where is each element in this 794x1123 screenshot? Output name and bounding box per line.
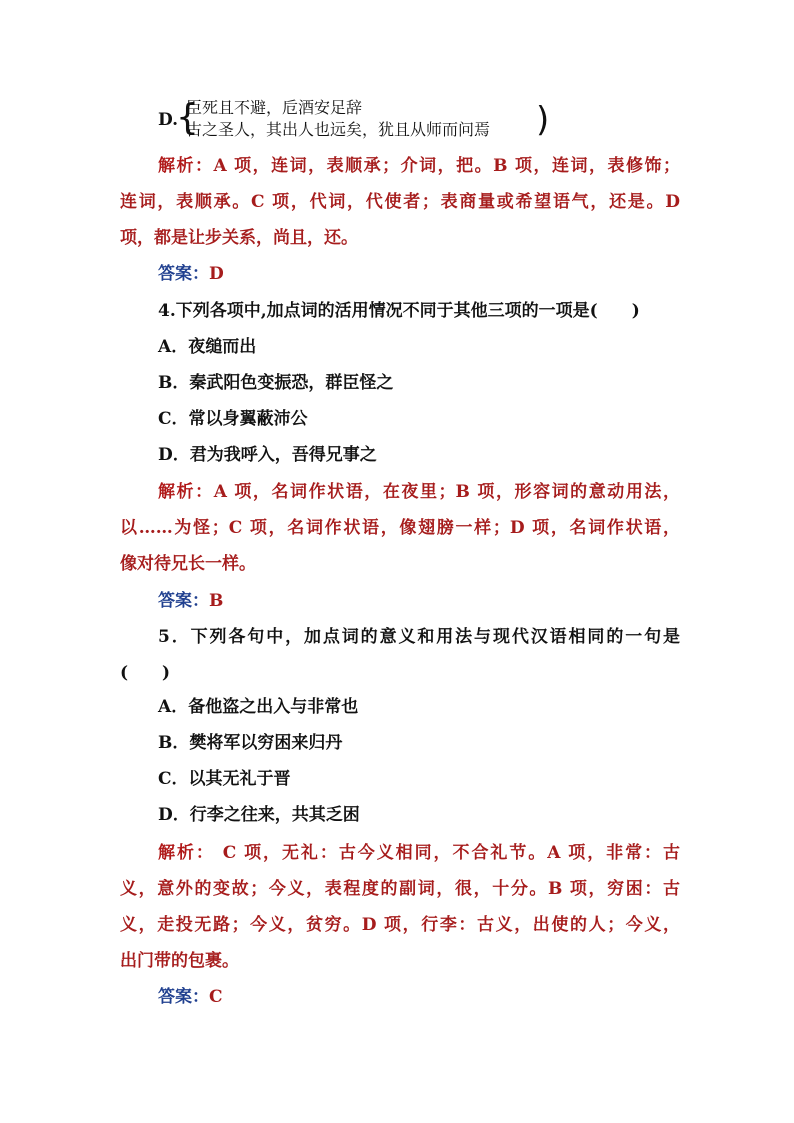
q3-analysis-text1: A 项，连词，表顺承；介词，把。B 项，连词，表修饰； <box>213 156 680 176</box>
right-brace-icon: ) <box>536 100 550 140</box>
q3-option-d-label: D. <box>158 110 179 130</box>
q3-analysis-line2: 连词，表顺承。C 项，代词，代使者；表商量或希望语气，还是。D <box>120 192 680 212</box>
q5-analysis-line3: 义，走投无路；今义，贫穷。D 项，行李：古义，出使的人；今义， <box>120 915 680 935</box>
q4-option-c: C．常以身翼蔽沛公 <box>158 409 308 429</box>
q3-option-d <box>158 96 558 144</box>
q4-analysis-line3: 像对待兄长一样。 <box>120 554 256 574</box>
q5-answer <box>158 986 680 1008</box>
q3-answer-value: D <box>209 264 224 284</box>
q5-option-d: D．行李之往来，共其乏困 <box>158 805 360 825</box>
q4-analysis-line1 <box>158 481 680 503</box>
q3-option-d-line2: 古之圣人，其出人也远矣，犹且从师而问焉 <box>186 120 491 139</box>
q5-option-c: C．以其无礼于晋 <box>158 769 291 789</box>
q4-answer <box>158 590 680 612</box>
q5-answer-value: C <box>209 987 223 1007</box>
q4-analysis-label: 解析： <box>158 482 214 502</box>
q5-option-a: A．备他盗之出入与非常也 <box>158 697 359 717</box>
q5-option-b: B．樊将军以穷困来归丹 <box>158 733 343 753</box>
q3-analysis-line3: 项，都是让步关系，尚且，还。 <box>120 228 358 248</box>
q4-answer-label: 答案： <box>158 591 209 611</box>
q5-analysis-label: 解析： <box>158 843 215 863</box>
q5-analysis-text1: C 项，无礼：古今义相同，不合礼节。A 项，非常：古 <box>214 843 680 863</box>
q4-option-d: D．君为我呼入，吾得兄事之 <box>158 445 377 465</box>
q5-stem-line2: ( ) <box>120 663 171 683</box>
q4-stem: 4.下列各项中,加点词的活用情况不同于其他三项的一项是( ) <box>158 301 640 321</box>
q4-analysis-text1: A 项，名词作状语，在夜里；B 项，形容词的意动用法， <box>213 482 680 502</box>
q5-analysis-line2: 义，意外的变故；今义，表程度的副词，很，十分。B 项，穷困：古 <box>120 879 680 899</box>
q4-answer-value: B <box>209 591 224 611</box>
q3-option-d-line1: 臣死且不避，卮酒安足辞 <box>186 98 363 117</box>
q3-answer <box>158 263 680 285</box>
q5-stem-line1: 5．下列各句中，加点词的意义和用法与现代汉语相同的一句是 <box>158 627 680 647</box>
q5-answer-label: 答案： <box>158 987 209 1007</box>
q3-analysis-label: 解析： <box>158 156 214 176</box>
q3-analysis-line1 <box>158 155 680 177</box>
q5-analysis-line4: 出门带的包裹。 <box>120 951 239 971</box>
q4-option-a: A．夜缒而出 <box>158 337 257 357</box>
left-brace-icon: { <box>176 97 199 138</box>
q4-option-b: B．秦武阳色变振恐，群臣怪之 <box>158 373 394 393</box>
q5-analysis-line1 <box>158 842 680 864</box>
q3-answer-label: 答案： <box>158 264 209 284</box>
q4-analysis-line2: 以……为怪；C 项，名词作状语，像翅膀一样；D 项，名词作状语， <box>120 518 680 538</box>
